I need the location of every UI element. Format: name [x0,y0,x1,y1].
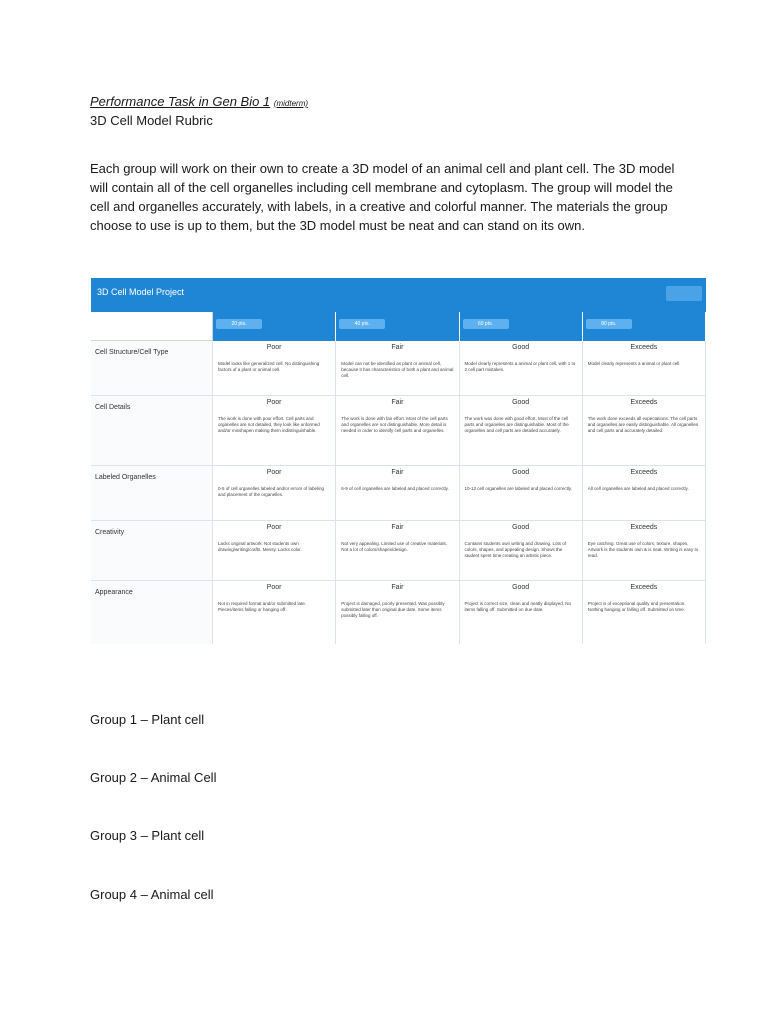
document-subtitle: 3D Cell Model Rubric [90,113,213,128]
level-label: Good [512,469,530,476]
level-label: Good [512,399,530,406]
rubric-cell [213,396,336,465]
group-4-label: Group 4 – Animal cell [90,887,214,902]
rubric-title: 3D Cell Model Project [97,287,185,297]
rubric-cell [213,466,336,520]
rubric-cell [583,396,706,465]
level-description: 10-12 cell organelles are labeled and placed correctly. [464,486,572,491]
rubric-table [91,278,706,644]
criterion-label: Labeled Organelles [91,466,213,520]
level-description: The work is done with poor effort. Cell parts and organelles are not detailed, they look like unformed and/or misshapen making them indistinguishable. [218,416,320,433]
level-description: 0-5 of cell organelles labeled and/or errors of labeling and placement of the organelles. [218,486,325,497]
level-label: Fair [391,469,404,476]
rubric-cell [583,581,706,644]
level-description: The work is done with fair effort. Most of the cell parts and organelles are not distinguishable. More detail is needed in order to identify cell parts and organelles. [341,416,448,433]
level-label: Fair [391,524,404,531]
criterion-label: Appearance [91,581,213,644]
points-cell [213,312,336,341]
level-description: Project is of exceptional quality and presentation. Nothing hanging or falling off. Submitted on time. [587,601,686,612]
points-badge: 20 pts. [216,319,262,329]
level-description: Project is correct size, clean and neatly displayed. No items falling off. Submitted on due date. [464,601,572,612]
document-title [90,94,308,109]
rubric-row [91,466,706,521]
rubric-cell [460,341,583,395]
rubric-cell [583,341,706,395]
points-blank-cell [91,312,213,341]
level-description: Eye catching. Great use of colors, texture, shapes. Artwork is the students own & is neat. Writing is easy to read. [587,541,699,558]
level-label: Poor [266,469,282,476]
criterion-label: Cell Details [91,396,213,465]
rubric-row [91,396,706,466]
level-description: All cell organelles are labeled and placed correctly. [587,486,689,491]
level-label: Poor [266,584,282,591]
level-label: Poor [266,344,282,351]
title-text: Performance Task in Gen Bio 1 [90,94,271,109]
rubric-row [91,341,706,396]
level-description: Lacks original artwork. Not students own drawing/writing/crafts. Messy. Lacks color. [218,541,302,552]
points-cell [336,312,459,341]
points-badge: 80 pts. [586,319,632,329]
rubric-cell [336,396,459,465]
level-label: Exceeds [630,344,658,351]
rubric-cell [213,581,336,644]
level-label: Poor [266,524,282,531]
level-description: Model clearly represents a animal or plant cell. [587,361,681,366]
rubric-cell [460,521,583,580]
level-label: Good [512,524,530,531]
rubric-cell [460,466,583,520]
level-label: Exceeds [630,584,658,591]
criterion-label: Creativity [91,521,213,580]
points-badge: 60 pts. [463,319,509,329]
rubric-cell [336,466,459,520]
level-label: Fair [391,344,404,351]
instructions-paragraph: Each group will work on their own to create a 3D model of an animal cell and plant cell. The 3D model will contain all of the cell organelles including cell membrane and cytoplasm. The group will model the cell and organelles accurately, with labels, in a creative and colorful manner. The materials the group choose to use is up to them, but the 3D model must be neat and can stand on its own. [90,161,675,233]
level-label: Poor [266,399,282,406]
level-description: The work was done with good effort. Most of the cell parts and organelles are distinguishable. Most of the organelles and cell parts are detailed accurately. [464,416,569,433]
points-cell [583,312,706,341]
level-description: Not in required format and/or submitted late. Pieces/items falling or hanging off. [218,601,307,612]
rubric-cell [213,521,336,580]
level-label: Exceeds [630,469,658,476]
level-description: Model can not be identified as plant or animal cell, because it has characteristics of both a plant and animal cell. [341,361,454,378]
level-label: Fair [391,399,404,406]
header-button [666,286,702,301]
level-label: Fair [391,584,404,591]
rubric-cell [583,521,706,580]
title-note: (midterm) [273,99,309,108]
group-2-label: Group 2 – Animal Cell [90,770,217,785]
points-row [91,312,706,341]
level-description: Contains students own writing and drawing. Lots of colors, shapes, and appealing design. Shows the student spent time creating an artistic piece. [464,541,567,558]
rubric-cell [213,341,336,395]
rubric-cell [460,396,583,465]
level-description: Project is damaged, poorly presented. Was possibly submitted later than original due date. Some items possibly falling off. [341,601,445,618]
level-description: Not very appealing. Limited use of creative materials. Not a lot of colors/shapes/design. [341,541,448,552]
criterion-label: Cell Structure/Cell Type [91,341,213,395]
rubric-cell [336,521,459,580]
rubric-header [91,278,706,312]
points-cell [460,312,583,341]
rubric-cell [336,341,459,395]
rubric-cell [460,581,583,644]
level-description: Model looks like generalized cell. No distinguishing factors of a plant or animal cell. [218,361,320,372]
rubric-row [91,521,706,581]
level-description: 6-9 of cell organelles are labeled and placed correctly. [341,486,449,491]
level-label: Good [512,344,530,351]
level-label: Exceeds [630,399,658,406]
group-3-label: Group 3 – Plant cell [90,828,205,843]
points-badge: 40 pts. [339,319,385,329]
group-1-label: Group 1 – Plant cell [90,712,205,727]
rubric-cell [583,466,706,520]
level-label: Exceeds [630,524,658,531]
level-description: Model clearly represents a animal or plant cell, with 1 to 2 cell part mistakes. [464,361,576,372]
level-description: The work done exceeds all expectations. The cell parts and organelles are easily distinguishable. All organelles and cell parts and accurately detailed. [587,416,699,433]
level-label: Good [512,584,530,591]
rubric-cell [336,581,459,644]
rubric-row [91,581,706,644]
